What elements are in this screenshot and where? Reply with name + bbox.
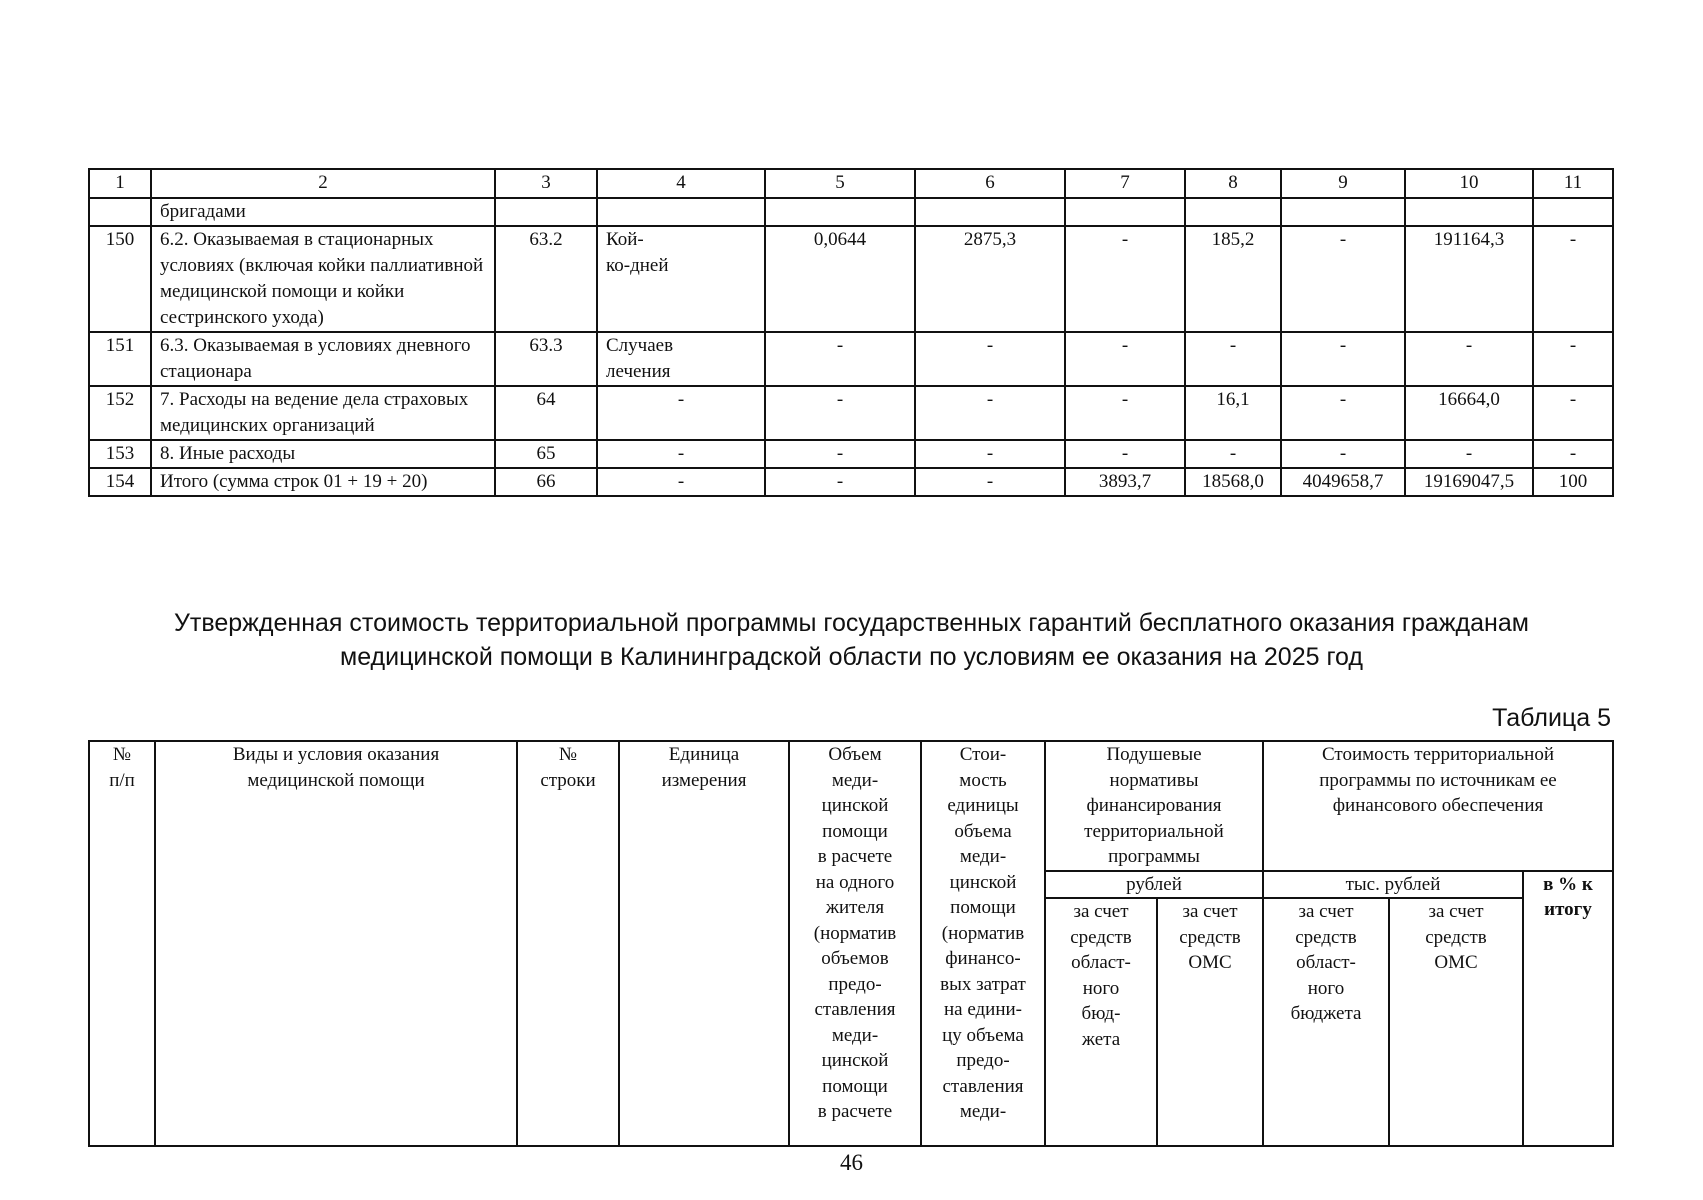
table-cell-c6: -: [915, 332, 1065, 386]
header-thousand-rubles: тыс. рублей: [1263, 871, 1523, 899]
col-header: 10: [1405, 169, 1533, 198]
carry-text: бригадами: [151, 198, 495, 226]
table-cell-c7: -: [1065, 332, 1185, 386]
table-cell-c11: -: [1533, 332, 1613, 386]
table-row: [89, 386, 1613, 440]
top-table: [88, 168, 1614, 497]
col-header: 5: [765, 169, 915, 198]
table-cell-c8: 185,2: [1185, 226, 1281, 332]
table-label: Таблица 5: [1492, 704, 1611, 732]
table-cell-c11: 100: [1533, 468, 1613, 496]
page-number: 46: [840, 1150, 863, 1175]
top-table-body: [89, 226, 1613, 496]
table-cell-line: 63.2: [495, 226, 597, 332]
col-header: 8: [1185, 169, 1281, 198]
col-header: 3: [495, 169, 597, 198]
header-volume: Объем меди- цинской помощи в расчете на одного жителя (норматив объемов предо- ставления меди- цинской помощи в расчете: [789, 741, 921, 1146]
table-row: [89, 440, 1613, 468]
header-unit-cost: Стои- мость единицы объема меди- цинской помощи (норматив финансо- вых затрат на едини- цу объема предо- ставления меди-: [921, 741, 1045, 1146]
table-cell-c9: -: [1281, 332, 1405, 386]
table-cell-c10: -: [1405, 332, 1533, 386]
table-cell-c10: 191164,3: [1405, 226, 1533, 332]
header-per-capita: Подушевые нормативы финансирования территориальной программы: [1045, 741, 1263, 871]
header-unit: Единица измерения: [619, 741, 789, 1146]
table-cell-c7: -: [1065, 226, 1185, 332]
table-cell-c11: -: [1533, 386, 1613, 440]
table-cell-unit: -: [597, 386, 765, 440]
table-cell-name: Итого (сумма строк 01 + 19 + 20): [151, 468, 495, 496]
header-oms: за счет средств ОМС: [1389, 898, 1523, 1146]
section-title-line-2: медицинской помощи в Калининградской области по условиям ее оказания на 2025 год: [340, 643, 1363, 671]
table-cell-c8: -: [1185, 440, 1281, 468]
table-cell-c8: 16,1: [1185, 386, 1281, 440]
table-cell-n: 154: [89, 468, 151, 496]
table-cell-c5: 0,0644: [765, 226, 915, 332]
table-cell-c9: 4049658,7: [1281, 468, 1405, 496]
table-cell-n: 152: [89, 386, 151, 440]
table-cell-n: 150: [89, 226, 151, 332]
header-regional-budget-per-capita: за счет средств област- ного бюд- жета: [1045, 898, 1157, 1146]
table-cell-unit: Случаев лечения: [597, 332, 765, 386]
table-cell-name: 6.2. Оказываемая в стационарных условиях (включая койки паллиативной медицинской помощи и койки сестринского ухода): [151, 226, 495, 332]
header-care-kind: Виды и условия оказания медицинской помощи: [155, 741, 517, 1146]
table-cell-c5: -: [765, 332, 915, 386]
header-program-cost: Стоимость территориальной программы по источникам ее финансового обеспечения: [1263, 741, 1613, 871]
col-header: 9: [1281, 169, 1405, 198]
table-cell-c5: -: [765, 440, 915, 468]
table-cell-c11: -: [1533, 226, 1613, 332]
table-cell-n: 153: [89, 440, 151, 468]
table-cell-c6: -: [915, 440, 1065, 468]
header-percent-of-total: в % к итогу: [1523, 871, 1613, 1147]
section-title-line-1: Утвержденная стоимость территориальной программы государственных гарантий бесплатного оказания гражданам: [174, 609, 1529, 637]
table-row: [89, 468, 1613, 496]
table-cell-c9: -: [1281, 226, 1405, 332]
header-oms-per-capita: за счет средств ОМС: [1157, 898, 1263, 1146]
table-cell-c9: -: [1281, 386, 1405, 440]
col-header: 1: [89, 169, 151, 198]
table-cell-c7: 3893,7: [1065, 468, 1185, 496]
table-cell-name: 7. Расходы на ведение дела страховых медицинских организаций: [151, 386, 495, 440]
col-header: 4: [597, 169, 765, 198]
column-number-row: [89, 169, 1613, 198]
table-cell-c9: -: [1281, 440, 1405, 468]
header-row-number: № п/п: [89, 741, 155, 1146]
table-cell-line: 65: [495, 440, 597, 468]
table-cell-unit: -: [597, 440, 765, 468]
table-cell-c6: -: [915, 386, 1065, 440]
header-line-number: № строки: [517, 741, 619, 1146]
table-cell-c8: -: [1185, 332, 1281, 386]
table-cell-line: 66: [495, 468, 597, 496]
carry-over-row: [89, 198, 1613, 226]
col-header: 6: [915, 169, 1065, 198]
table-cell-c5: -: [765, 468, 915, 496]
table-cell-name: 6.3. Оказываемая в условиях дневного стационара: [151, 332, 495, 386]
table-cell-unit: -: [597, 468, 765, 496]
col-header: 11: [1533, 169, 1613, 198]
header-rubles: рублей: [1045, 871, 1263, 899]
table-cell-line: 64: [495, 386, 597, 440]
bottom-table-header: [88, 740, 1614, 1147]
table-cell-c7: -: [1065, 386, 1185, 440]
table-cell-c5: -: [765, 386, 915, 440]
table-cell-c8: 18568,0: [1185, 468, 1281, 496]
table-cell-name: 8. Иные расходы: [151, 440, 495, 468]
table-cell-line: 63.3: [495, 332, 597, 386]
col-header: 7: [1065, 169, 1185, 198]
table-cell-c10: 16664,0: [1405, 386, 1533, 440]
header-regional-budget: за счет средств област- ного бюджета: [1263, 898, 1389, 1146]
table-cell-c10: 19169047,5: [1405, 468, 1533, 496]
table-cell-c11: -: [1533, 440, 1613, 468]
table-cell-c6: 2875,3: [915, 226, 1065, 332]
table-cell-c6: -: [915, 468, 1065, 496]
table-cell-unit: Кой- ко-дней: [597, 226, 765, 332]
col-header: 2: [151, 169, 495, 198]
table-cell-c10: -: [1405, 440, 1533, 468]
table-row: [89, 332, 1613, 386]
table-cell-c7: -: [1065, 440, 1185, 468]
table-row: [89, 226, 1613, 332]
table-cell-n: 151: [89, 332, 151, 386]
